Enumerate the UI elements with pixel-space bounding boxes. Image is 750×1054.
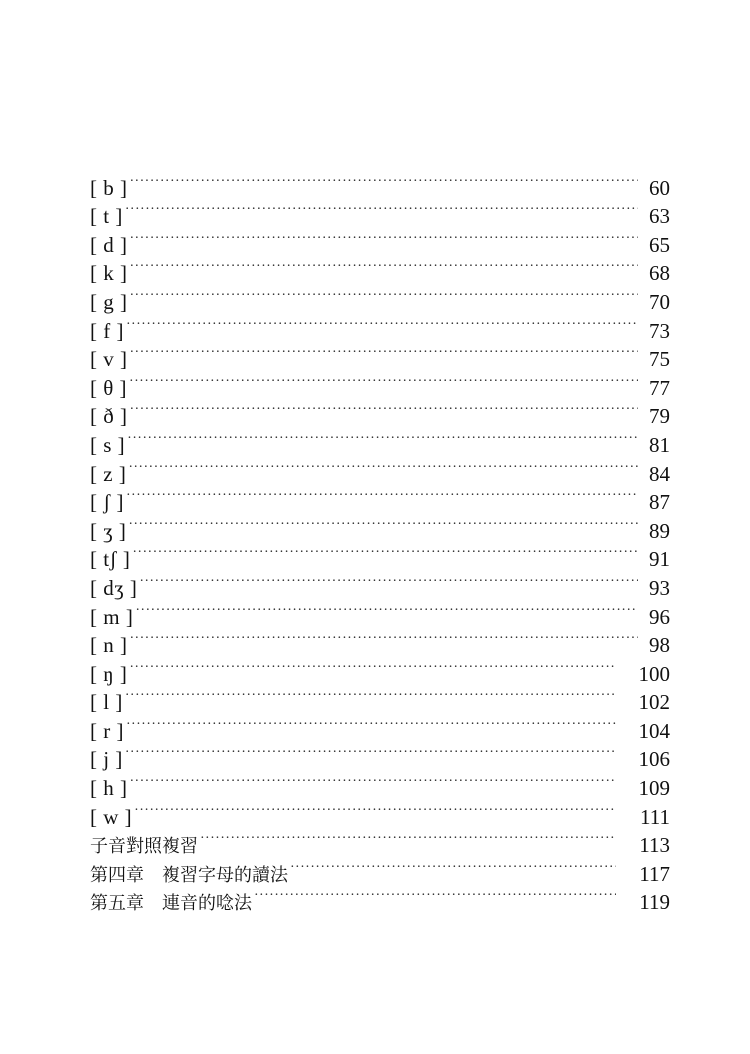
toc-entry-page: 117	[639, 861, 670, 886]
toc-entry-label: [ g ]	[90, 289, 128, 314]
toc-entry-page: 91	[649, 547, 670, 572]
dot-leader	[135, 595, 638, 624]
dot-leader	[130, 166, 639, 195]
dot-leader	[130, 280, 639, 309]
toc-entry-label: [ ŋ ]	[90, 661, 128, 686]
toc-entry-r[interactable]	[90, 709, 670, 743]
toc-entry-label: [ k ]	[90, 261, 128, 286]
toc-entry-l[interactable]	[90, 681, 670, 715]
toc-entry-label: [ j ]	[90, 747, 123, 772]
dot-leader	[128, 509, 638, 538]
toc-entry-m[interactable]	[90, 595, 670, 629]
dot-leader	[126, 309, 638, 338]
toc-entry-page: 65	[649, 232, 670, 257]
toc-entry-label: [ z ]	[90, 461, 127, 486]
toc-entry-esh[interactable]	[90, 481, 670, 515]
toc-entry-g[interactable]	[90, 280, 670, 314]
toc-entry-k[interactable]	[90, 252, 670, 286]
toc-entry-label: [ m ]	[90, 604, 134, 629]
toc-entry-page: 79	[649, 404, 670, 429]
toc-entry-label: [ n ]	[90, 633, 128, 658]
toc-entry-label: [ dʒ ]	[90, 575, 138, 600]
toc-entry-label: [ h ]	[90, 776, 128, 801]
dot-leader	[130, 338, 639, 367]
dot-leader	[200, 824, 616, 853]
toc-entry-page: 77	[649, 375, 670, 400]
toc-entry-page: 102	[638, 690, 670, 715]
toc-entry-dezh[interactable]	[90, 566, 670, 600]
toc-entry-theta[interactable]	[90, 366, 670, 400]
toc-entry-label: [ v ]	[90, 347, 128, 372]
toc-entry-page: 98	[649, 633, 670, 658]
dot-leader	[128, 452, 638, 481]
toc-entry-page: 89	[649, 518, 670, 543]
toc-entry-label: [ w ]	[90, 804, 133, 829]
dot-leader	[130, 223, 639, 252]
toc-entry-s[interactable]	[90, 423, 670, 457]
toc-entry-page: 106	[638, 747, 670, 772]
dot-leader	[125, 195, 638, 224]
toc-entry-page: 63	[649, 204, 670, 229]
toc-entry-page: 104	[638, 718, 670, 743]
toc-entry-page: 70	[649, 289, 670, 314]
toc-entry-b[interactable]	[90, 166, 670, 200]
toc-entry-label: 第四章 複習字母的讀法	[90, 864, 288, 886]
toc-entry-page: 96	[649, 604, 670, 629]
dot-leader	[126, 481, 638, 510]
toc-entry-label: [ ʃ ]	[90, 490, 124, 515]
toc-entry-page: 100	[638, 661, 670, 686]
dot-leader	[134, 795, 616, 824]
toc-entry-label: [ s ]	[90, 432, 126, 457]
dot-leader	[254, 881, 616, 910]
toc-entry-t[interactable]	[90, 195, 670, 229]
toc-entry-page: 68	[649, 261, 670, 286]
dot-leader	[127, 423, 638, 452]
toc-entry-page: 119	[639, 890, 670, 915]
toc-entry-label: [ b ]	[90, 175, 128, 200]
toc-entry-eng[interactable]	[90, 652, 670, 686]
dot-leader	[132, 538, 638, 567]
toc-entry-h[interactable]	[90, 766, 670, 801]
toc-entry-eth[interactable]	[90, 395, 670, 429]
dot-leader	[129, 652, 616, 681]
dot-leader	[130, 252, 639, 281]
toc-entry-page: 109	[638, 776, 670, 801]
dot-leader	[126, 709, 616, 738]
dot-leader	[290, 852, 616, 881]
toc-entry-w[interactable]	[90, 795, 670, 829]
toc-entry-label: [ tʃ ]	[90, 547, 131, 572]
toc-entry-label: [ θ ]	[90, 375, 128, 400]
toc-entry-label: [ t ]	[90, 204, 123, 229]
toc-entry-j[interactable]	[90, 738, 670, 772]
toc-entry-label: [ l ]	[90, 690, 123, 715]
toc-entry-z[interactable]	[90, 452, 670, 486]
toc-entry-f[interactable]	[90, 309, 670, 343]
toc-entry-d[interactable]	[90, 223, 670, 257]
toc-entry-v[interactable]	[90, 338, 670, 372]
dot-leader	[129, 366, 638, 395]
toc-entry-label: [ r ]	[90, 718, 124, 743]
toc-entry-page: 113	[639, 833, 670, 858]
toc-entry-n[interactable]	[90, 624, 670, 658]
toc-entry-page: 75	[649, 347, 670, 372]
toc-entry-label: 第五章 連音的唸法	[90, 893, 252, 915]
toc-entry-page: 73	[649, 318, 670, 343]
toc-entry-page: 81	[649, 432, 670, 457]
toc-entry-page: 111	[640, 804, 670, 829]
toc-entry-ezh[interactable]	[90, 509, 670, 543]
toc-entry-consonant-review[interactable]	[90, 824, 670, 858]
toc-entry-label: [ d ]	[90, 232, 128, 257]
toc-entry-page: 60	[649, 175, 670, 200]
dot-leader	[125, 738, 616, 767]
toc-entry-tesh[interactable]	[90, 538, 670, 572]
dot-leader	[125, 681, 616, 710]
toc-entry-label: [ ð ]	[90, 404, 128, 429]
toc-entry-page: 87	[649, 490, 670, 515]
dot-leader	[130, 624, 639, 653]
toc-entry-label: [ ʒ ]	[90, 518, 127, 543]
dot-leader	[130, 766, 617, 795]
toc-entry-label: 子音對照複習	[90, 836, 198, 858]
table-of-contents	[90, 166, 670, 915]
toc-entry-page: 84	[649, 461, 670, 486]
dot-leader	[130, 395, 639, 424]
dot-leader	[139, 566, 638, 595]
toc-entry-page: 93	[649, 575, 670, 600]
toc-entry-label: [ f ]	[90, 318, 124, 343]
